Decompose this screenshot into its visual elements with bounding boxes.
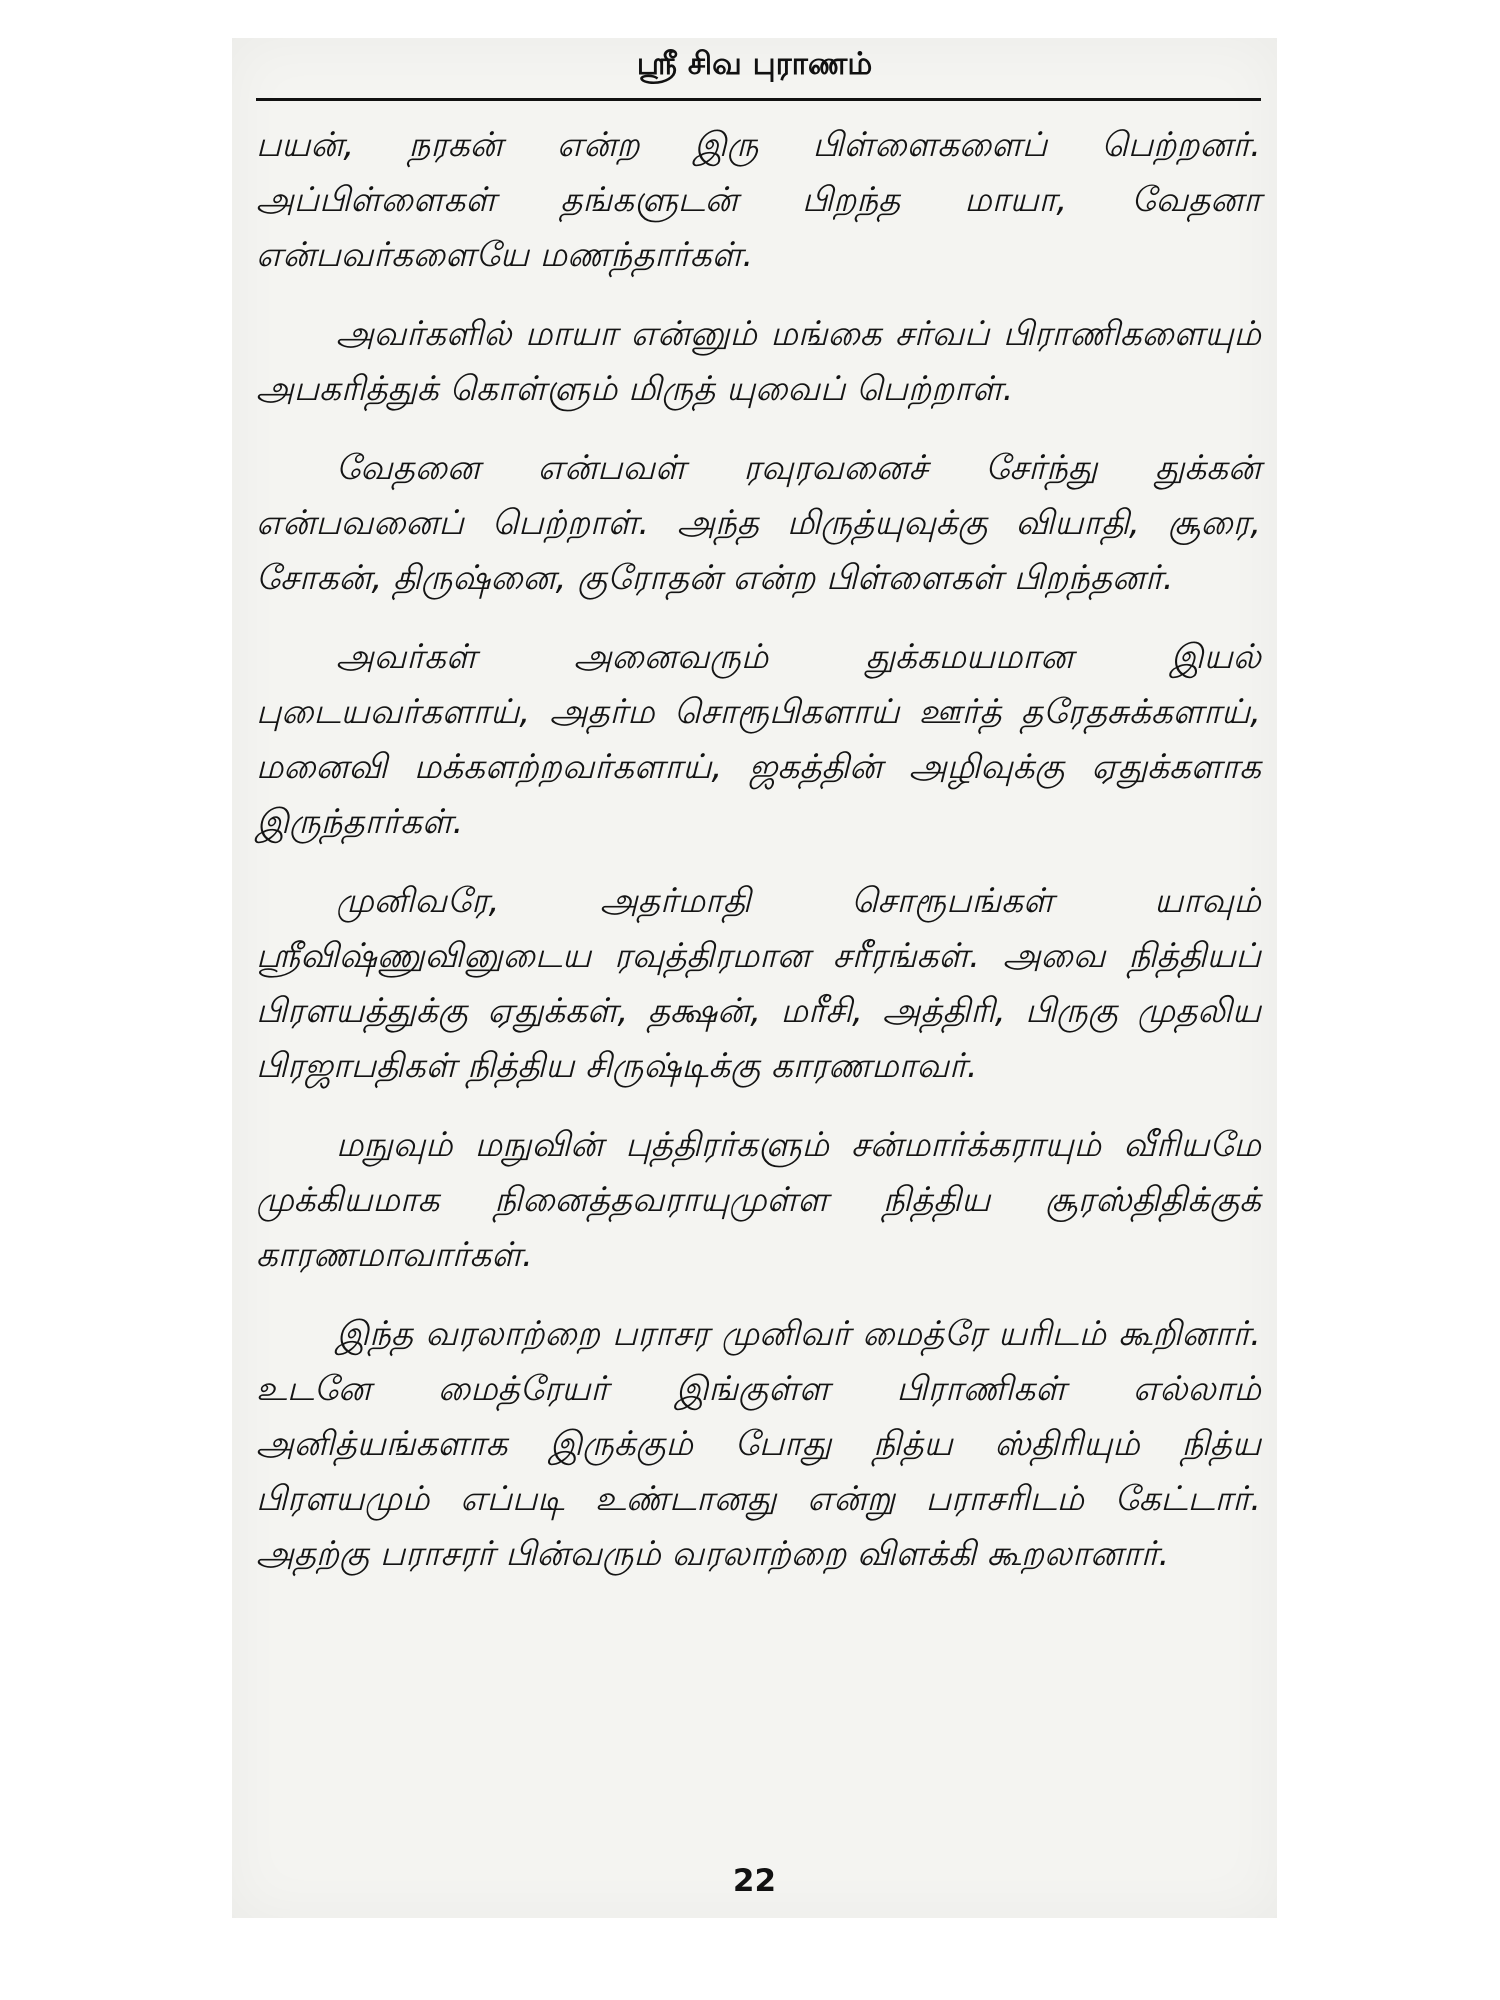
page-body (256, 118, 1261, 1582)
running-title: ஸ்ரீ சிவ புராணம் (636, 46, 873, 82)
paragraph-5: முனிவரே, அதர்மாதி சொரூபங்கள் யாவும் ஸ்ரீவிஷ்ணுவினுடைய ரவுத்திரமான சரீரங்கள். அவை நித்தியப் பிரளயத்துக்கு ஏதுக்கள், தக்ஷன், மரீசி, அத்திரி, பிருகு முதலிய பிரஜாபதிகள் நித்திய சிருஷ்டிக்கு காரணமாவர். (256, 881, 1261, 1086)
page-number: 22 (732, 1863, 777, 1899)
book-page (232, 38, 1277, 1918)
paragraph-1: பயன், நரகன் என்ற இரு பிள்ளைகளைப் பெற்றனர். அப்பிள்ளைகள் தங்களுடன் பிறந்த மாயா, வேதனா என்பவர்களையே மணந்தார்கள். (256, 125, 1261, 275)
paragraph-2: அவர்களில் மாயா என்னும் மங்கை சர்வப் பிராணிகளையும் அபகரித்துக் கொள்ளும் மிருத் யுவைப் பெற்றாள். (256, 314, 1261, 409)
header-rule (256, 98, 1261, 101)
paragraph-7: இந்த வரலாற்றை பராசர முனிவர் மைத்ரே யரிடம் கூறினார். உடனே மைத்ரேயர் இங்குள்ள பிராணிகள் எல்லாம் அனித்யங்களாக இருக்கும் போது நித்ய ஸ்திரியும் நித்ய பிரளயமும் எப்படி உண்டானது என்று பராசரிடம் கேட்டார். அதற்கு பராசரர் பின்வரும் வரலாற்றை விளக்கி கூறலானார். (256, 1314, 1261, 1574)
paragraph-3: வேதனை என்பவள் ரவுரவனைச் சேர்ந்து துக்கன் என்பவனைப் பெற்றாள். அந்த மிருத்யுவுக்கு வியாதி, சூரை, சோகன், திருஷ்னை, குரோதன் என்ற பிள்ளைகள் பிறந்தனர். (256, 448, 1261, 598)
paragraph-4: அவர்கள் அனைவரும் துக்கமயமான இயல் புடையவர்களாய், அதர்ம சொரூபிகளாய் ஊர்த் தரேதசுக்களாய், மனைவி மக்களற்றவர்களாய், ஜகத்தின் அழிவுக்கு ஏதுக்களாக இருந்தார்கள். (256, 637, 1261, 842)
paragraph-6: மநுவும் மநுவின் புத்திரர்களும் சன்மார்க்கராயும் வீரியமே முக்கியமாக நினைத்தவராயுமுள்ள நித்திய சூரஸ்திதிக்குக் காரணமாவார்கள். (256, 1125, 1261, 1275)
